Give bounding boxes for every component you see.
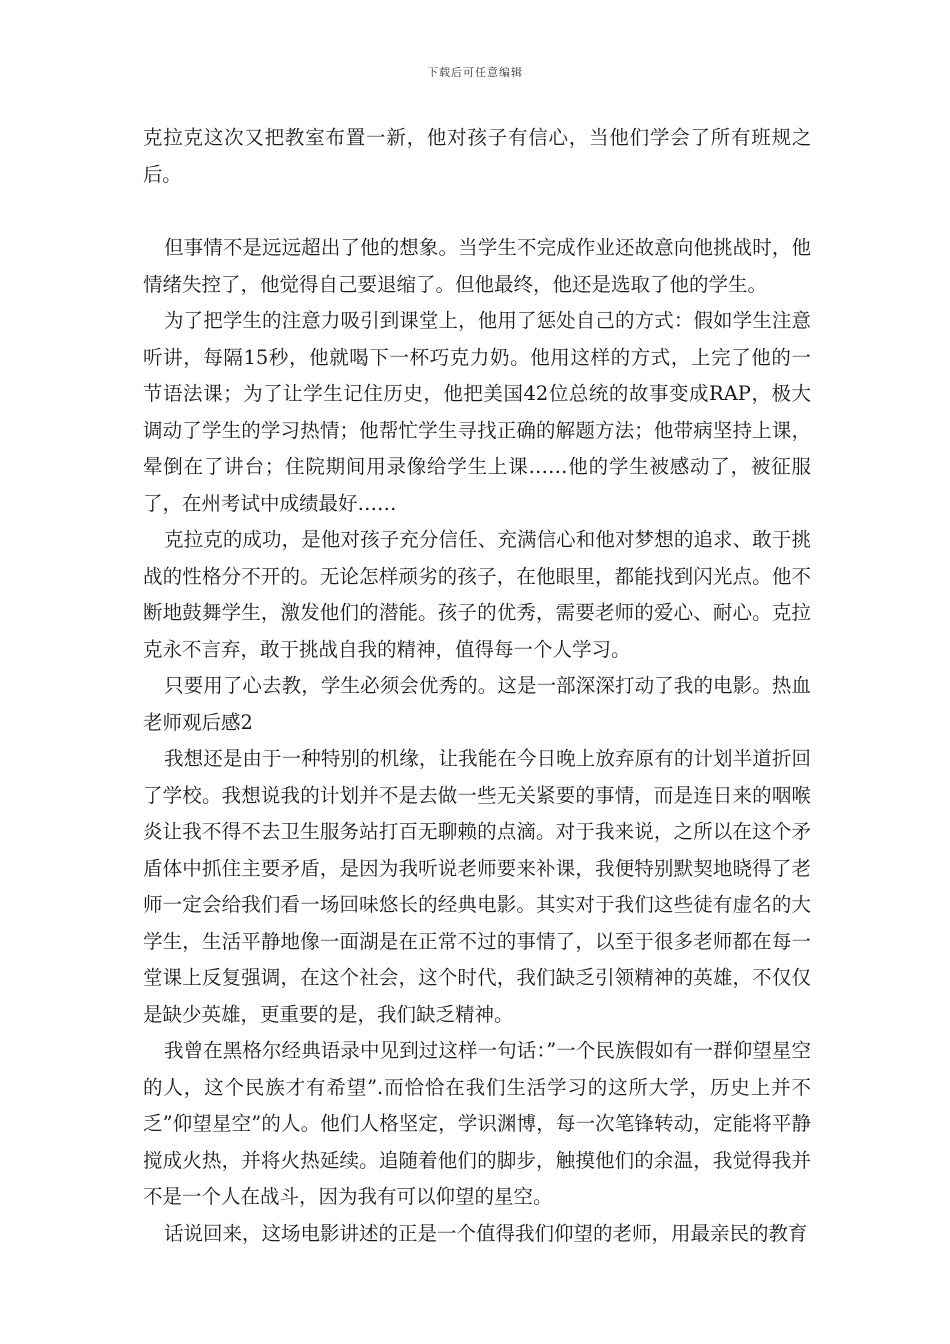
document-body xyxy=(143,120,811,1252)
paragraph-5: 只要用了心去教，学生必须会优秀的。这是一部深深打动了我的电影。热血老师观后感2 xyxy=(143,674,811,734)
paragraph-2: 但事情不是远远超出了他的想象。当学生不完成作业还故意向他挑战时，他情绪失控了，他觉得自己要退缩了。但他最终，他还是选取了他的学生。 xyxy=(143,236,811,296)
paragraph-3: 为了把学生的注意力吸引到课堂上，他用了惩处自己的方式：假如学生注意听讲，每隔15秒，他就喝下一杯巧克力奶。他用这样的方式，上完了他的一节语法课；为了让学生记住历史，他把美国42位总统的故事变成RAP，极大调动了学生的学习热情；他帮忙学生寻找正确的解题方法；他带病坚持上课，晕倒在了讲台；住院期间用录像给学生上课……他的学生被感动了，被征服了，在州考试中成绩最好…… xyxy=(143,309,811,515)
paragraph-1: 克拉克这次又把教室布置一新，他对孩子有信心，当他们学会了所有班规之后。 xyxy=(143,126,811,186)
paragraph-7: 我曾在黑格尔经典语录中见到过这样一句话：”一个民族假如有一群仰望星空的人，这个民族才有希望”.而恰恰在我们生活学习的这所大学，历史上并不乏”仰望星空”的人。他们人格坚定，学识渊博，每一次笔锋转动，定能将平静搅成火热，并将火热延续。追随着他们的脚步，触摸他们的余温，我觉得我并不是一个人在战斗，因为我有可以仰望的星空。 xyxy=(143,1039,811,1208)
paragraph-4: 克拉克的成功，是他对孩子充分信任、充满信心和他对梦想的追求、敢于挑战的性格分不开的。无论怎样顽劣的孩子，在他眼里，都能找到闪光点。他不断地鼓舞学生，激发他们的潜能。孩子的优秀，需要老师的爱心、耐心。克拉克永不言弃，敢于挑战自我的精神，值得每一个人学习。 xyxy=(143,528,811,661)
page-header: 下载后可任意编辑 xyxy=(427,66,523,79)
paragraph-6: 我想还是由于一种特别的机缘，让我能在今日晚上放弃原有的计划半道折回了学校。我想说我的计划并不是去做一些无关紧要的事情，而是连日来的咽喉炎让我不得不去卫生服务站打百无聊赖的点滴。对于我来说，之所以在这个矛盾体中抓住主要矛盾，是因为我听说老师要来补课，我便特别默契地晓得了老师一定会给我们看一场回味悠长的经典电影。其实对于我们这些徒有虚名的大学生，生活平静地像一面湖是在正常不过的事情了，以至于很多老师都在每一堂课上反复强调，在这个社会，这个时代，我们缺乏引领精神的英雄，不仅仅是缺少英雄，更重要的是，我们缺乏精神。 xyxy=(143,747,811,1026)
paragraph-8: 话说回来，这场电影讲述的正是一个值得我们仰望的老师，用最亲民的教育 xyxy=(164,1221,808,1245)
